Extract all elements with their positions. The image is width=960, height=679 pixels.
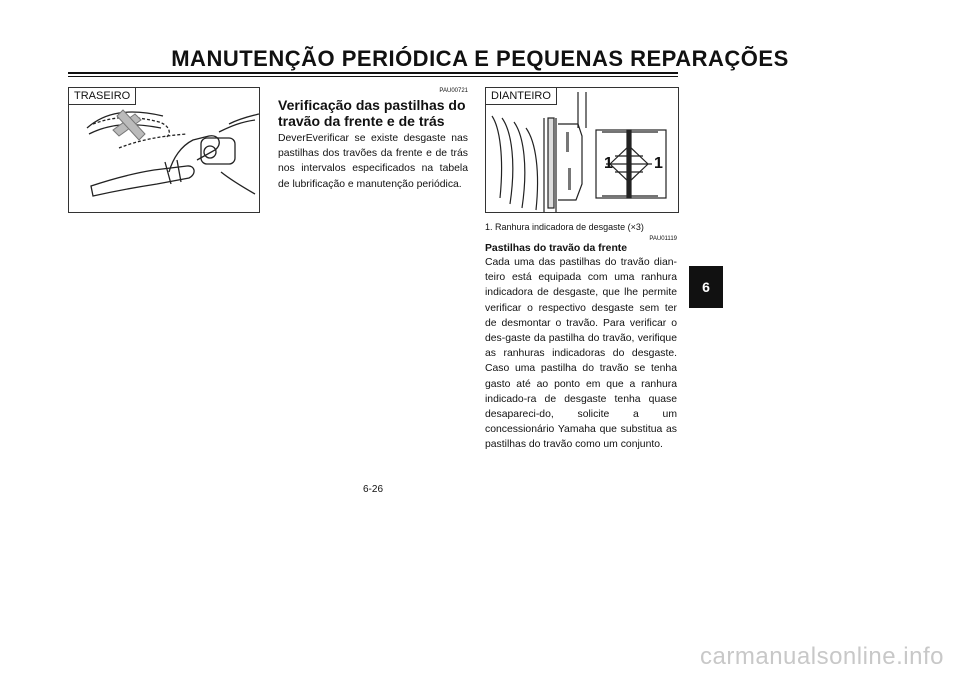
section-code: PAU00721 xyxy=(439,88,468,94)
page-title: MANUTENÇÃO PERIÓDICA E PEQUENAS REPARAÇÕES xyxy=(171,46,789,71)
front-brake-figure xyxy=(485,87,679,213)
section-heading-line2: travão da frente e de trás xyxy=(278,113,445,129)
section-heading-line1: Verificação das pastilhas do xyxy=(278,97,466,113)
rear-brake-lever-illustration xyxy=(69,88,259,212)
front-pads-heading: Pastilhas do travão da frente xyxy=(485,243,628,254)
figure-label-front: DIANTEIRO xyxy=(486,88,557,105)
rear-brake-figure xyxy=(68,87,260,213)
section-body: DeverEverificar se existe desgaste nas pastilhas dos travões da frente e de trás nos intervalos especificados na tabela de lubrificação e manutenção periódica. xyxy=(278,133,468,190)
watermark: carmanualsonline.info xyxy=(700,643,944,670)
title-rule-thin xyxy=(68,76,678,77)
front-brake-caliper-illustration xyxy=(486,88,678,212)
front-pads-body: Cada uma das pastilhas do travão dian-teiro está equipada com uma ranhura indicadora de desgaste, que lhe permite verificar o respectivo desgaste sem ter de desmontar o travão. Para verificar o des-gaste da pastilha do travão, verifique as ranhuras indicadoras do desgaste. Caso uma pastilha do travão se tenha gasto até ao ponto em que a ranhura indicado-ra de desgaste tenha quase desapareci-do, solicite a um concessionário Yamaha que substitua as pastilhas do travão como um conjunto. xyxy=(485,257,677,451)
title-rule xyxy=(68,72,678,74)
callout-right: 1 xyxy=(654,155,663,172)
page-number: 6-26 xyxy=(362,484,383,495)
section-code-front: PAU01119 xyxy=(649,236,677,242)
callout-left: 1 xyxy=(604,155,613,172)
figure-label-rear: TRASEIRO xyxy=(69,88,136,105)
figure-caption: 1. Ranhura indicadora de desgaste (×3) xyxy=(485,222,644,232)
chapter-tab: 6 xyxy=(689,266,723,308)
